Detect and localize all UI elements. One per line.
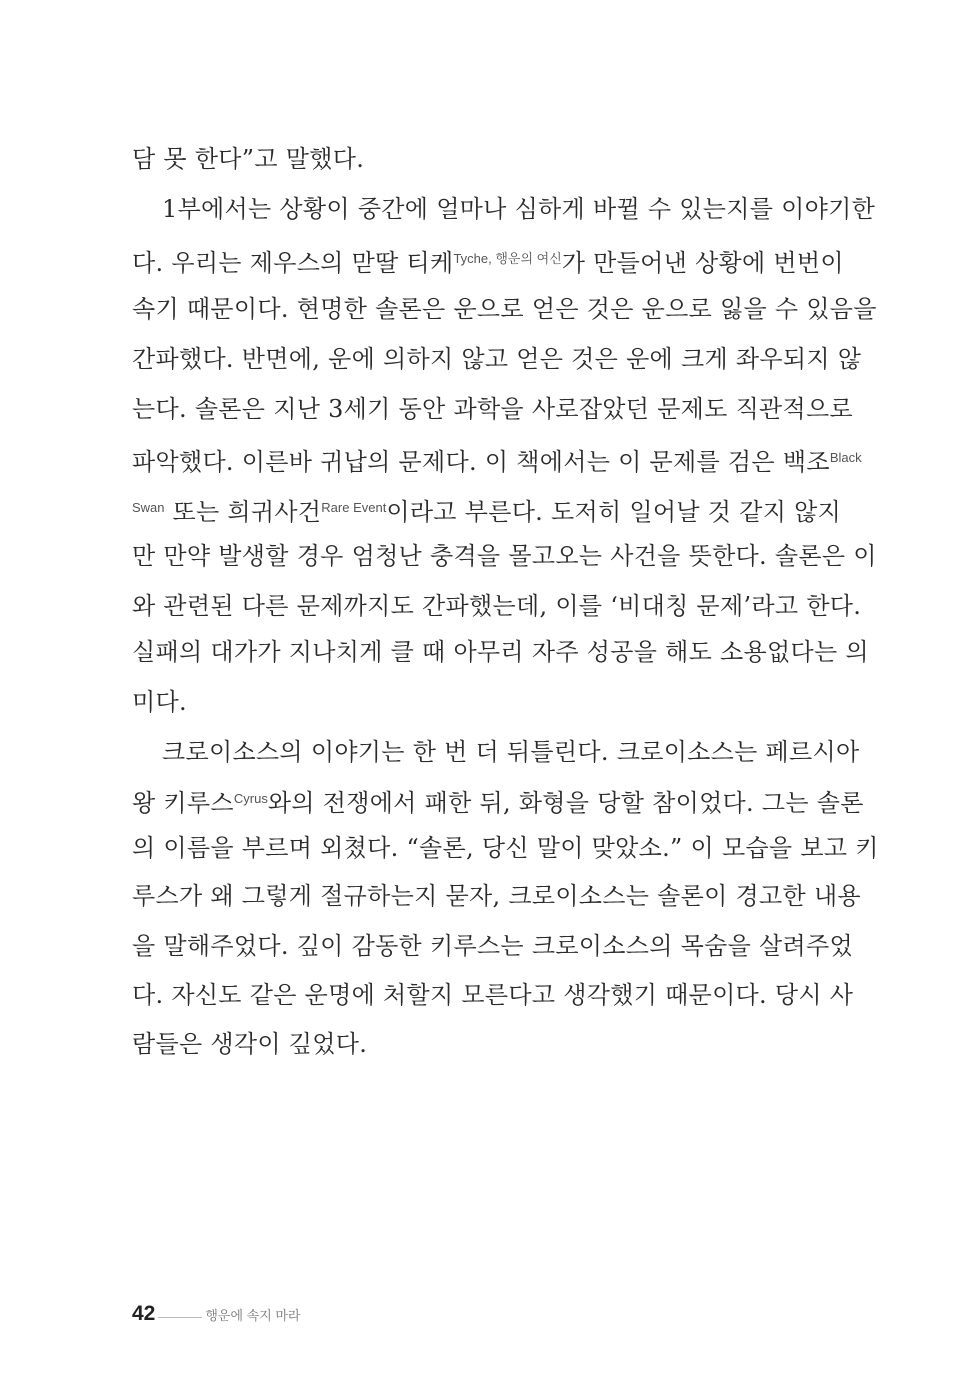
- text-run: 루스가 왜 그렇게 절규하는지 묻자, 크로이소스는 솔론이 경고한 내용: [132, 882, 861, 910]
- foreign-term-annotation: Swan: [132, 500, 165, 515]
- foreign-term-annotation: Black: [829, 450, 862, 465]
- text-line: [132, 981, 854, 1009]
- text-line: [132, 834, 879, 862]
- text-line: [132, 785, 864, 817]
- text-line: [132, 145, 822, 173]
- text-line: [132, 638, 869, 666]
- page-number: 42: [132, 1302, 156, 1325]
- text-run: 이라고 부른다. 도저히 일어날 것 같지 않지: [386, 498, 842, 526]
- text-run: 가 만들어낸 상황에 번번이: [561, 249, 844, 277]
- text-line: [162, 195, 876, 223]
- text-run: 담 못 한다”고 말했다.: [132, 145, 365, 173]
- text-run: 파악했다. 이른바 귀납의 문제다. 이 책에서는 이 문제를 검은 백조: [132, 448, 830, 476]
- text-run: 는다. 솔론은 지난 3세기 동안 과학을 사로잡았던 문제도 직관적으로: [132, 395, 853, 423]
- text-line: [132, 592, 862, 620]
- footer-rule: [158, 1317, 202, 1318]
- running-title: 행운에 속지 마라: [205, 1308, 301, 1323]
- foreign-term-annotation: Rare Event: [321, 500, 387, 515]
- text-line: [132, 542, 877, 570]
- text-line: [132, 882, 861, 910]
- text-line: [132, 345, 862, 373]
- text-run: 왕 키루스: [132, 789, 234, 817]
- text-run: 의 이름을 부르며 외쳤다. “솔론, 당신 말이 맞았소.” 이 모습을 보고 키: [132, 834, 879, 862]
- text-line: [132, 494, 842, 526]
- text-run: 크로이소스의 이야기는 한 번 더 뒤틀린다. 크로이소스는 페르시아: [162, 738, 860, 766]
- text-line: [132, 444, 862, 476]
- text-run: 1부에서는 상황이 중간에 얼마나 심하게 바뀔 수 있는지를 이야기한: [162, 195, 876, 223]
- text-line: [132, 395, 853, 423]
- text-line: [132, 932, 853, 960]
- text-run: 와 관련된 다른 문제까지도 간파했는데, 이를 ‘비대칭 문제’라고 한다.: [132, 592, 862, 620]
- text-run: 다. 우리는 제우스의 맏딸 티케: [132, 249, 454, 277]
- foreign-term-annotation: Tyche, 행운의 여신: [453, 251, 562, 266]
- text-run: 미다.: [132, 688, 187, 716]
- text-line: [132, 688, 822, 716]
- text-line: [132, 245, 844, 277]
- foreign-term-annotation: Cyrus: [233, 791, 268, 806]
- page-footer: [132, 1302, 301, 1326]
- text-run: 람들은 생각이 깊었다.: [132, 1030, 368, 1058]
- text-line: [132, 1030, 822, 1058]
- text-run: 다. 자신도 같은 운명에 처할지 모른다고 생각했기 때문이다. 당시 사: [132, 981, 854, 1009]
- text-run: 을 말해주었다. 깊이 감동한 키루스는 크로이소스의 목숨을 살려주었: [132, 932, 853, 960]
- text-run: 또는 희귀사건: [164, 498, 322, 526]
- text-line: [132, 295, 877, 323]
- text-run: 와의 전쟁에서 패한 뒤, 화형을 당할 참이었다. 그는 솔론: [267, 789, 864, 817]
- text-run: 만 만약 발생할 경우 엄청난 충격을 몰고오는 사건을 뜻한다. 솔론은 이: [132, 542, 877, 570]
- text-run: 속기 때문이다. 현명한 솔론은 운으로 얻은 것은 운으로 잃을 수 있음을: [132, 295, 877, 323]
- text-run: 실패의 대가가 지나치게 클 때 아무리 자주 성공을 해도 소용없다는 의: [132, 638, 869, 666]
- text-line: [162, 738, 860, 766]
- text-run: 간파했다. 반면에, 운에 의하지 않고 얻은 것은 운에 크게 좌우되지 않: [132, 345, 862, 373]
